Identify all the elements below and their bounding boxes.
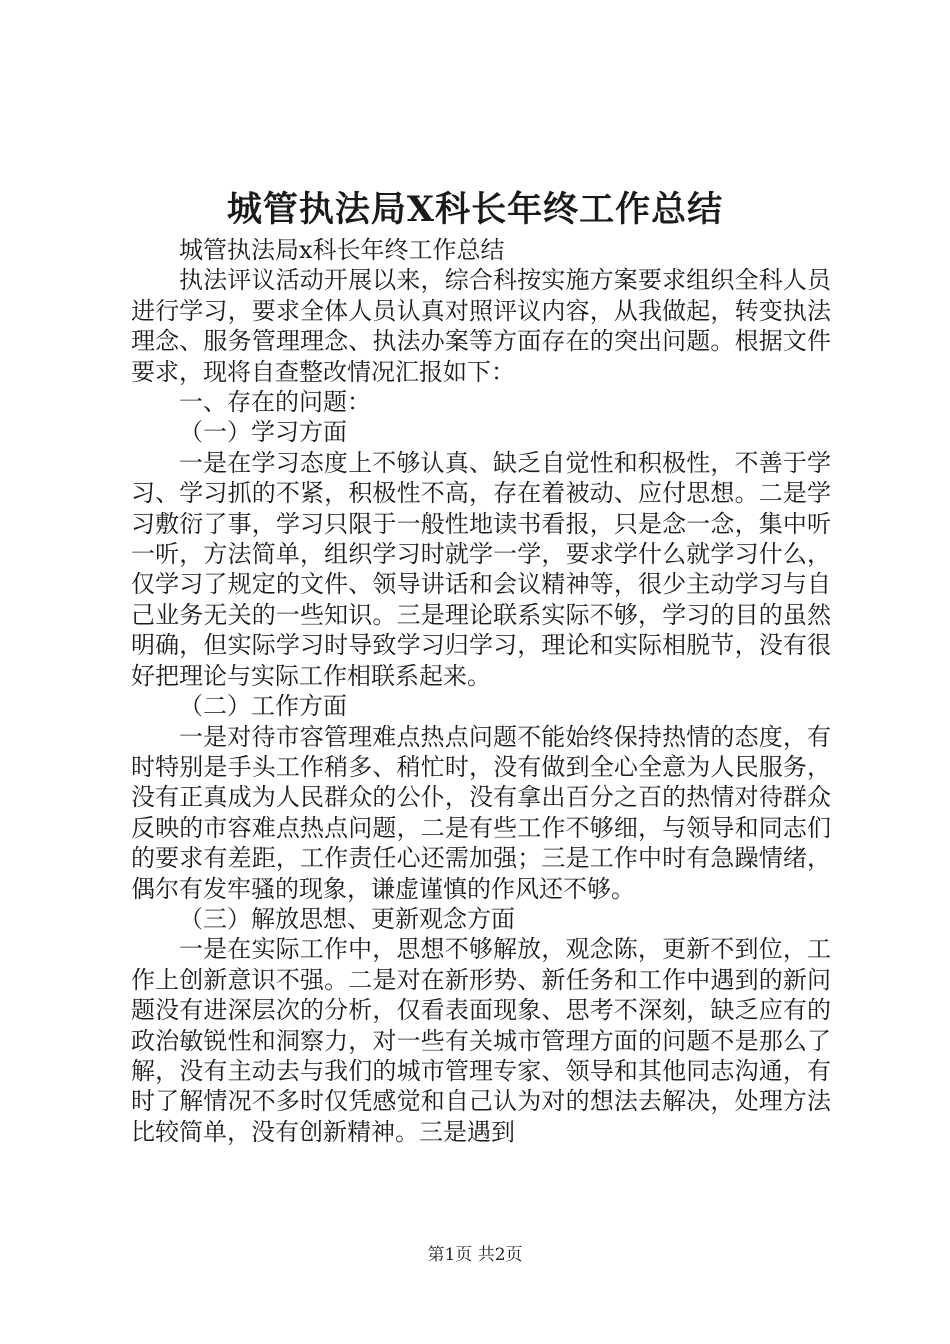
paragraph-thinking: 一是在实际工作中，思想不够解放，观念陈，更新不到位，工作上创新意识不强。二是对在新形势、新任务和工作中遇到的新问题没有进深层次的分析，仅看表面现象、思考不深刻，缺乏应有的政治敏锐性和洞察力，对一些有关城市管理方面的问题不是那么了解，没有主动去与我们的城市管理专家、领导和其他同志沟通，有时了解情况不多时仅凭感觉和自己认为对的想法去解决，处理方法比较简单，没有创新精神。三是遇到 xyxy=(131,935,831,1146)
subsection-heading-thinking: （三）解放思想、更新观念方面 xyxy=(179,904,515,933)
document-title: 城管执法局X科长年终工作总结 xyxy=(226,189,724,230)
paragraph-work: 一是对待市容管理难点热点问题不能始终保持热情的态度，有时特别是手头工作稍多、稍忙时，没有做到全心全意为人民服务，没有正真成为人民群众的公仆，没有拿出百分之百的热情对待群众反映的市容难点热点问题，二是有些工作不够细，与领导和同志们的要求有差距，工作责任心还需加强；三是工作中时有急躁情绪，偶尔有发牢骚的现象，谦虚谨慎的作风还不够。 xyxy=(131,722,831,903)
document-body xyxy=(131,235,831,1147)
subsection-heading-work: （二）工作方面 xyxy=(179,692,347,721)
page-footer: 第1页 共2页 xyxy=(427,1245,523,1265)
paragraph-intro: 执法评议活动开展以来，综合科按实施方案要求组织全科人员进行学习，要求全体人员认真对照评议内容，从我做起，转变执法理念、服务管理理念、执法办案等方面存在的突出问题。根据文件要求，现将自查整改情况汇报如下： xyxy=(131,266,831,386)
subsection-heading-study: （一）学习方面 xyxy=(179,418,347,447)
section-heading-problems: 一、存在的问题： xyxy=(179,388,371,417)
paragraph-subtitle: 城管执法局x科长年终工作总结 xyxy=(179,236,505,264)
paragraph-study: 一是在学习态度上不够认真、缺乏自觉性和积极性，不善于学习、学习抓的不紧，积极性不高，存在着被动、应付思想。二是学习敷衍了事，学习只限于一般性地读书看报，只是念一念，集中听一听，方法简单，组织学习时就学一学，要求学什么就学习什么，仅学习了规定的文件、领导讲话和会议精神等，很少主动学习与自己业务无关的一些知识。三是理论联系实际不够，学习的目的虽然明确，但实际学习时导致学习归学习，理论和实际相脱节，没有很好把理论与实际工作相联系起来。 xyxy=(131,448,831,690)
